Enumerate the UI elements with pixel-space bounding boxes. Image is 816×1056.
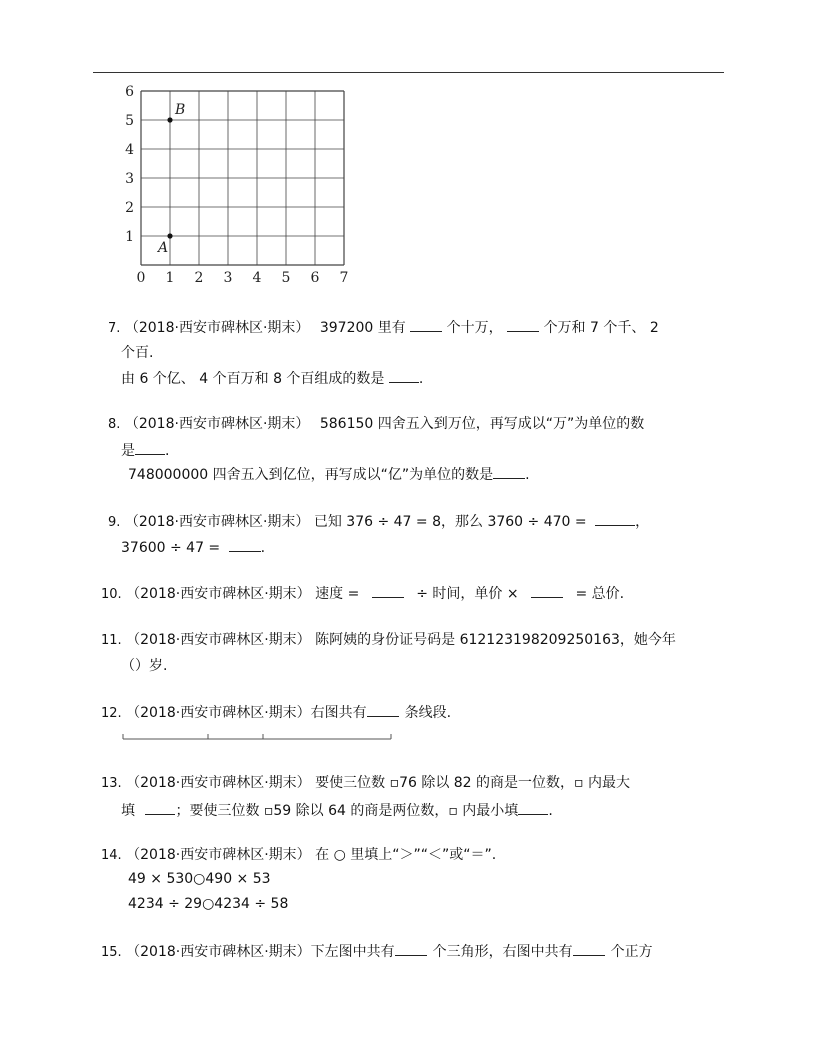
x-tick-label: 4 bbox=[252, 270, 262, 286]
q7-text-e: . bbox=[418, 371, 424, 387]
y-tick-label: 6 bbox=[125, 84, 134, 100]
q7-line2: 个百. bbox=[121, 345, 154, 361]
q15-line bbox=[101, 941, 653, 963]
q13-text-d: . bbox=[548, 803, 553, 819]
q10-blank-2[interactable] bbox=[531, 583, 563, 598]
q8-text-e: . bbox=[525, 467, 530, 483]
y-tick-label: 5 bbox=[125, 113, 134, 129]
q10-text-b: ÷ 时间，单价 × bbox=[416, 586, 519, 602]
q8-text-d: 748000000 四舍五入到亿位，再写成以“亿”为单位的数是 bbox=[128, 467, 494, 483]
q11-number: 11. bbox=[101, 633, 122, 648]
q8-text-b: 是 bbox=[121, 443, 135, 459]
q13-source: （2018·西安市碑林区·期末） bbox=[126, 775, 311, 791]
q13-line2 bbox=[121, 800, 553, 821]
header-rule bbox=[93, 72, 724, 73]
q8-source: （2018·西安市碑林区·期末） bbox=[124, 416, 310, 432]
q13-text-a: 要使三位数 ▫76 除以 82 的商是一位数，▫ 内最大 bbox=[315, 775, 630, 791]
q12-line bbox=[101, 702, 451, 724]
q8-text-c: . bbox=[165, 443, 170, 459]
q14-line1 bbox=[101, 845, 496, 866]
q8-text-a: 586150 四舍五入到万位，再写成以“万”为单位的数 bbox=[319, 416, 645, 432]
q15-text-a: 下左图中共有 bbox=[310, 944, 395, 960]
q13-blank-1[interactable] bbox=[145, 800, 175, 815]
q8-blank-2[interactable] bbox=[493, 464, 525, 479]
point-label: B bbox=[175, 102, 186, 118]
q13-blank-2[interactable] bbox=[518, 800, 548, 815]
x-tick-label: 3 bbox=[223, 270, 233, 286]
q15-number: 15. bbox=[101, 945, 122, 960]
q7-text-c: 个万和 7 个千、 2 bbox=[543, 320, 659, 336]
q12-source: （2018·西安市碑林区·期末） bbox=[126, 705, 311, 721]
x-tick-label: 2 bbox=[194, 270, 204, 286]
q7-text-d: 由 6 个亿、 4 个百万和 8 个百组成的数是 bbox=[121, 371, 385, 387]
q8-line1 bbox=[108, 414, 644, 435]
q9-blank-1[interactable] bbox=[595, 511, 635, 526]
x-tick-label: 5 bbox=[281, 270, 291, 286]
q11-line1 bbox=[101, 630, 676, 651]
grid-points bbox=[156, 102, 185, 256]
q12-blank[interactable] bbox=[367, 702, 399, 717]
q14-line2: 49 × 530○490 × 53 bbox=[128, 871, 271, 887]
line-segment-figure bbox=[121, 733, 395, 745]
q14-source: （2018·西安市碑林区·期末） bbox=[126, 847, 311, 863]
y-tick-label: 2 bbox=[125, 200, 134, 216]
q13-text-b: 填 bbox=[121, 803, 135, 819]
q13-line1 bbox=[101, 773, 630, 794]
q15-text-b: 个三角形，右图中共有 bbox=[432, 944, 573, 960]
q7-blank-3[interactable] bbox=[389, 368, 419, 383]
q9-text-b: ， bbox=[635, 514, 650, 530]
q15-source: （2018·西安市碑林区·期末） bbox=[126, 944, 311, 960]
q14-number: 14. bbox=[101, 848, 122, 863]
q15-blank-2[interactable] bbox=[573, 941, 605, 956]
grid-point bbox=[167, 233, 172, 238]
q8-line2 bbox=[121, 440, 169, 461]
x-tick-label: 6 bbox=[310, 270, 320, 286]
q11-text-a: 陈阿姨的身份证号码是 612123198209250163，她今年 bbox=[315, 632, 676, 648]
q10-line bbox=[101, 583, 624, 605]
y-tick-label: 3 bbox=[125, 171, 134, 187]
q10-text-c: = 总价. bbox=[575, 586, 625, 602]
q12-number: 12. bbox=[101, 706, 122, 721]
q10-number: 10. bbox=[101, 587, 122, 602]
q9-text-c: 37600 ÷ 47 = bbox=[121, 540, 221, 556]
q12-text-b: 条线段. bbox=[404, 705, 452, 721]
q9-text-a: 已知 376 ÷ 47 = 8，那么 3760 ÷ 470 = bbox=[313, 514, 587, 530]
q7-number: 7. bbox=[108, 321, 121, 336]
q7-line3 bbox=[121, 368, 423, 389]
grid-point bbox=[167, 117, 172, 122]
q9-source: （2018·西安市碑林区·期末） bbox=[124, 514, 310, 530]
q15-text-c: 个正方 bbox=[610, 944, 653, 960]
q11-line2: （）岁. bbox=[121, 658, 168, 674]
q7-text-b: 个十万， bbox=[446, 320, 503, 336]
q9-line2 bbox=[121, 537, 265, 558]
q12-text-a: 右图共有 bbox=[310, 705, 367, 721]
x-tick-label: 1 bbox=[165, 270, 175, 286]
grid-lines bbox=[141, 91, 344, 265]
q13-number: 13. bbox=[101, 776, 122, 791]
q9-number: 9. bbox=[108, 515, 121, 530]
q7-blank-1[interactable] bbox=[410, 317, 442, 332]
q8-number: 8. bbox=[108, 417, 121, 432]
q10-source: （2018·西安市碑林区·期末） bbox=[126, 586, 311, 602]
x-tick-label: 7 bbox=[339, 270, 349, 286]
q7-text-a: 397200 里有 bbox=[319, 320, 406, 336]
y-tick-label: 4 bbox=[125, 142, 134, 158]
q9-text-d: . bbox=[260, 540, 266, 556]
q14-line3: 4234 ÷ 29○4234 ÷ 58 bbox=[128, 896, 289, 912]
q8-line3 bbox=[128, 464, 530, 485]
coordinate-grid-figure bbox=[110, 80, 360, 290]
q7-line1 bbox=[108, 317, 659, 339]
q11-source: （2018·西安市碑林区·期末） bbox=[126, 632, 311, 648]
q9-blank-2[interactable] bbox=[229, 537, 261, 552]
q13-text-c: ；要使三位数 ▫59 除以 64 的商是两位数，▫ 内最小填 bbox=[175, 803, 519, 819]
q15-blank-1[interactable] bbox=[395, 941, 427, 956]
q8-blank-1[interactable] bbox=[135, 440, 165, 455]
q7-blank-2[interactable] bbox=[507, 317, 539, 332]
q9-line1 bbox=[108, 511, 649, 533]
y-tick-label: 1 bbox=[125, 229, 134, 245]
point-label: A bbox=[158, 240, 169, 256]
q14-text-a: 在 ○ 里填上“＞”“＜”或“＝”. bbox=[315, 847, 497, 863]
q7-source: （2018·西安市碑林区·期末） bbox=[124, 320, 310, 336]
q10-text-a: 速度 = bbox=[315, 586, 360, 602]
x-tick-label: 0 bbox=[136, 270, 146, 286]
q10-blank-1[interactable] bbox=[372, 583, 404, 598]
